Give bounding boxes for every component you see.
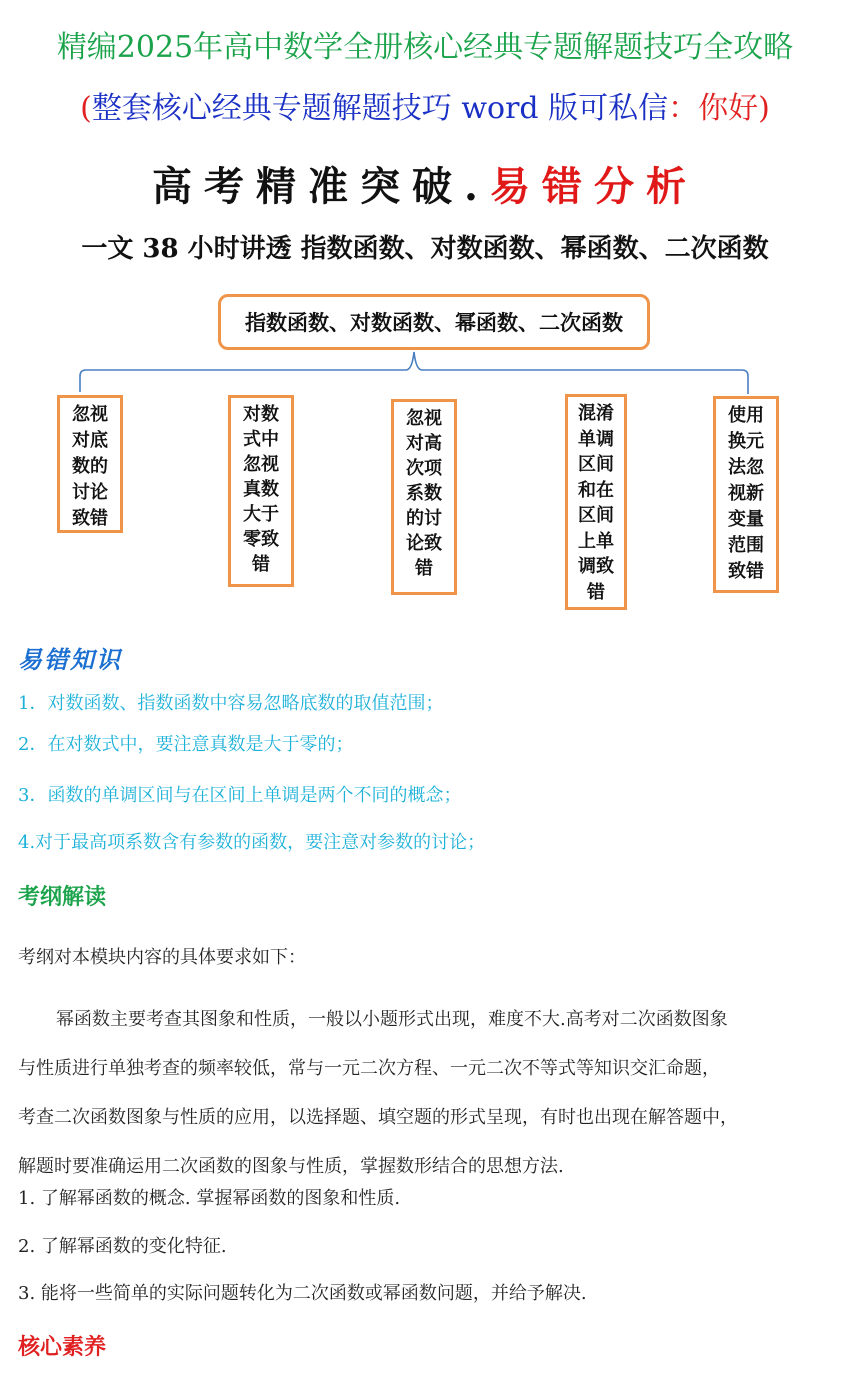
- subtitle-red: 你好: [698, 91, 759, 126]
- diagram-box-2: 对数 式中 忽视 真数 大于 零致 错: [228, 395, 294, 587]
- syllabus-intro: 考纲对本模块内容的具体要求如下：: [18, 947, 306, 968]
- core-heading: 核心素养: [18, 1334, 107, 1360]
- diagram-box-3: 忽视 对高 次项 系数 的讨 论致 错: [391, 399, 457, 595]
- diagram-box-4: 混淆 单调 区间 和在 区间 上单 调致 错: [565, 394, 627, 610]
- banner-black: 高考精准突破.: [152, 163, 490, 210]
- paragraph-line: 与性质进行单独考查的频率较低，常与一元二次方程、一元二次不等式等知识交汇命题，: [18, 1058, 720, 1079]
- paragraph-line: 幂函数主要考查其图象和性质，一般以小题形式出现，难度不大.高考对二次函数图象: [56, 1009, 728, 1030]
- syllabus-paragraph: [18, 995, 838, 1191]
- paragraph-line: 考查二次函数图象与性质的应用，以选择题、填空题的形式呈现，有时也出现在解答题中，: [18, 1107, 738, 1128]
- topic-title: 一文 38 小时讲透 指数函数、对数函数、幂函数、二次函数: [81, 234, 769, 264]
- mistake-item: 1．对数函数、指数函数中容易忽略底数的取值范围；: [18, 693, 444, 714]
- mistake-item: 3．函数的单调区间与在区间上单调是两个不同的概念；: [18, 785, 462, 806]
- mistakes-heading: 易错知识: [18, 645, 122, 674]
- mistake-item: 2．在对数式中，要注意真数是大于零的；: [18, 734, 354, 755]
- subtitle-open-paren: (: [80, 91, 92, 126]
- syllabus-heading: 考纲解读: [18, 884, 107, 910]
- doc-title: 精编2025年高中数学全册核心经典专题解题技巧全攻略: [56, 30, 794, 65]
- syllabus-point: 3. 能将一些简单的实际问题转化为二次函数或幂函数问题，并给予解决.: [18, 1283, 587, 1304]
- diagram-box-1: 忽视 对底 数的 讨论 致错: [57, 395, 123, 533]
- diagram-root-box: 指数函数、对数函数、幂函数、二次函数: [218, 294, 650, 350]
- syllabus-point: 1. 了解幂函数的概念. 掌握幂函数的图象和性质.: [18, 1188, 401, 1209]
- subtitle-main: 整套核心经典专题解题技巧 word 版可私信: [91, 91, 669, 126]
- banner-red: 易错分析: [489, 163, 698, 210]
- subtitle-colon: ：: [668, 91, 699, 126]
- diagram-box-5: 使用 换元 法忽 视新 变量 范围 致错: [713, 396, 779, 593]
- mistake-item: 4.对于最高项系数含有参数的函数，要注意对参数的讨论；: [18, 832, 486, 853]
- subtitle-close-paren: ): [758, 91, 770, 126]
- syllabus-point: 2. 了解幂函数的变化特征.: [18, 1236, 227, 1257]
- paragraph-line: 解题时要准确运用二次函数的图象与性质，掌握数形结合的思想方法.: [18, 1156, 564, 1177]
